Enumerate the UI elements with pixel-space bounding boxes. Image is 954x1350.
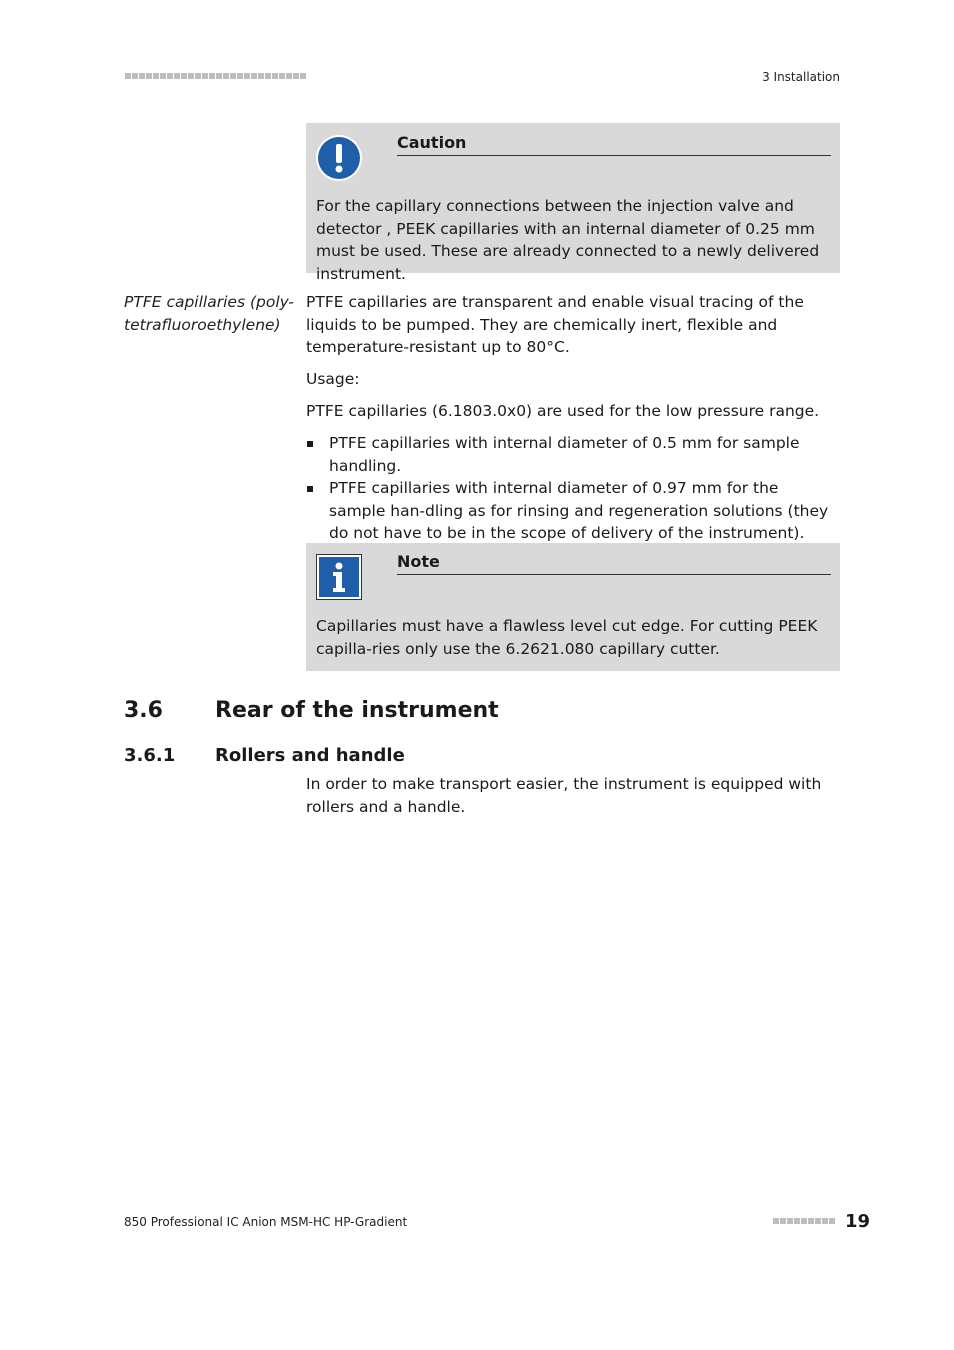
bullet-text: PTFE capillaries with internal diameter of 0.97 mm for the sample han-dling as for rinsing and regeneration solutions (they do not have to be in the scope of delivery of the instrument). bbox=[329, 479, 829, 542]
list-item bbox=[306, 432, 838, 477]
bullet-icon bbox=[307, 486, 313, 492]
subsection-title: Rollers and handle bbox=[215, 745, 405, 766]
ptfe-intro-paragraph: PTFE capillaries are transparent and enable visual tracing of the liquids to be pumped. They are chemically inert, flexible and temperature-resistant up to 80°C. bbox=[306, 293, 804, 356]
note-title: Note bbox=[397, 552, 831, 575]
note-box bbox=[306, 543, 840, 671]
caution-text: For the capillary connections between the injection valve and detector , PEEK capillaries with an internal diameter of 0.25 mm must be used. These are already connected to a newly delivered instrument. bbox=[316, 197, 820, 283]
section-title: Rear of the instrument bbox=[215, 698, 499, 723]
page-number: 19 bbox=[845, 1211, 871, 1232]
subsection-paragraph: In order to make transport easier, the instrument is equipped with rollers and a handle. bbox=[306, 775, 822, 816]
list-item bbox=[306, 477, 838, 545]
section-number: 3.6 bbox=[124, 698, 163, 723]
ptfe-bullet-list bbox=[306, 432, 838, 545]
subsection-number: 3.6.1 bbox=[124, 745, 176, 766]
usage-paragraph: PTFE capillaries (6.1803.0x0) are used for the low pressure range. bbox=[306, 402, 820, 420]
caution-title: Caution bbox=[397, 133, 831, 156]
footer-decoration bbox=[773, 1218, 835, 1224]
chapter-header: 3 Installation bbox=[762, 70, 840, 84]
footer-product-name: 850 Professional IC Anion MSM-HC HP-Gradient bbox=[124, 1215, 408, 1229]
bullet-icon bbox=[307, 441, 313, 447]
exclamation-icon bbox=[315, 134, 363, 182]
ptfe-margin-label: PTFE capillaries (poly-tetrafluoroethylene) bbox=[124, 293, 294, 334]
info-icon bbox=[316, 554, 362, 600]
bullet-text: PTFE capillaries with internal diameter of 0.5 mm for sample handling. bbox=[329, 434, 800, 475]
caution-box bbox=[306, 123, 840, 283]
header-decoration bbox=[125, 73, 306, 79]
note-text: Capillaries must have a flawless level cut edge. For cutting PEEK capilla-ries only use the 6.2621.080 capillary cutter. bbox=[316, 617, 818, 658]
usage-label: Usage: bbox=[306, 370, 360, 388]
